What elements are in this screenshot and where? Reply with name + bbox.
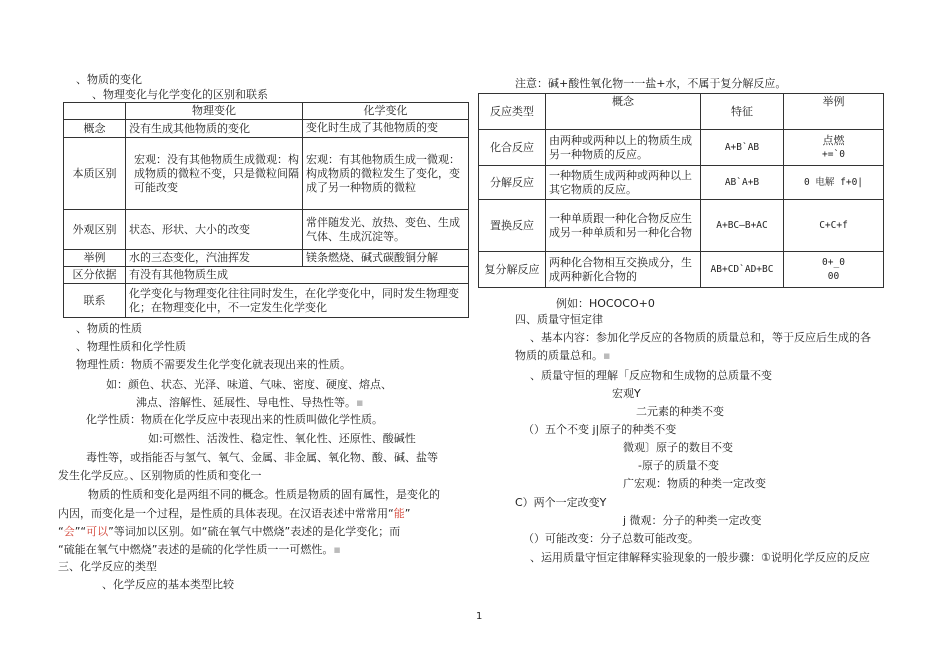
difference-paragraph-2: 内因，而变化是一个过程，是性质的具体表现。在汉语表述中常常用 xyxy=(58,507,388,520)
example-line: 例如：HOCOCO+0 xyxy=(556,297,655,310)
heading-reaction-types: 三、化学反应的类型 xyxy=(58,560,157,573)
heading-phys-chem-property: 、物理性质和化学性质 xyxy=(76,340,186,353)
feature-displacement: A+BC—B+AC xyxy=(701,200,784,252)
example-combination-1: 点燃 xyxy=(822,133,845,147)
maybe-change-line: （）可能改变：分子总数可能改变。 xyxy=(523,532,699,545)
example-double-decomposition-2: 00 xyxy=(827,270,840,282)
header-concept: 概念 xyxy=(546,94,701,130)
chemical-appearance: 常伴随发光、放热、变色、生成气体、生成沉淀等。 xyxy=(303,210,469,250)
basic-content-1: 、基本内容：参加化学反应的各物质的质量总和，等于反应后生成的各 xyxy=(530,331,871,344)
heading-basic-type-comparison: 、化学反应的基本类型比较 xyxy=(102,578,234,591)
col-header-chemical: 化学变化 xyxy=(303,103,469,120)
reaction-type-decomposition: 分解反应 xyxy=(479,166,546,200)
reaction-type-displacement: 置换反应 xyxy=(479,200,546,252)
difference-paragraph-3: ”等词加以区别。如“硫在氧气中燃烧”表述的是化学变化；而 xyxy=(108,525,401,538)
header-feature: 特征 xyxy=(701,94,784,130)
micro-molecule-change-line: j 微观：分子的种类一定改变 xyxy=(623,514,762,527)
marker-icon: ▪ xyxy=(603,349,611,362)
steps-line: 、运用质量守恒定律解释实验现象的一般步骤：①说明化学反应的反应 xyxy=(530,551,870,564)
note-not-double-decomposition: 注意：碱+酸性氧化物一一盐+水，不属于复分解反应。 xyxy=(515,77,787,90)
two-changes-line: C）两个一定改变Y xyxy=(515,496,607,509)
feature-combination: A+B`AB xyxy=(701,130,784,166)
reaction-type-table xyxy=(478,93,884,288)
heading-matter-change: 、物质的变化 xyxy=(76,73,142,86)
reaction-type-combination: 化合反应 xyxy=(479,130,546,166)
macro-y-line: 宏观Y xyxy=(612,387,641,400)
chemical-concept: 变化时生成了其他物质的变 xyxy=(303,120,469,138)
concept-double-decomposition: 两种化合物相互交换成分，生成两种新化合物的 xyxy=(546,252,701,288)
row-label-appearance: 外观区别 xyxy=(64,210,126,250)
physical-property-examples-1: 如：颜色、状态、光泽、味道、气味、密度、硬度、熔点、 xyxy=(106,378,392,391)
basic-content-2: 物质的质量总和。 xyxy=(515,349,603,362)
physical-property-definition: 物理性质：物质不需要发生化学变化就表现出来的性质。 xyxy=(76,358,351,371)
word-keyi: 可以 xyxy=(86,525,109,538)
word-neng: 能 xyxy=(393,507,405,520)
micro-atom-count-line: 微观〕原子的数目不变 xyxy=(623,441,733,454)
feature-double-decomposition: AB+CD`AD+BC xyxy=(701,252,784,288)
marker-icon: ▪ xyxy=(356,396,364,409)
row-label-relation: 联系 xyxy=(64,284,126,318)
heading-phys-chem-difference: 、物理变化与化学变化的区别和联系 xyxy=(92,88,268,101)
concept-decomposition: 一种物质生成两种或两种以上其它物质的反应。 xyxy=(546,166,701,200)
row-label-essence: 本质区别 xyxy=(64,138,126,210)
element-kind-line: 二元素的种类不变 xyxy=(636,405,724,418)
example-decomposition: 0 电解 f+0| xyxy=(784,166,884,200)
chemical-property-definition: 化学性质：物质在化学反应中表现出来的性质叫做化学性质。 xyxy=(86,413,383,426)
concept-displacement: 一种单质跟一种化合物反应生成另一种单质和另一种化合物 xyxy=(546,200,701,252)
header-reaction-type: 反应类型 xyxy=(479,94,546,130)
word-hui: 会 xyxy=(63,525,75,538)
header-example: 举例 xyxy=(784,94,884,130)
feature-decomposition: AB`A+B xyxy=(701,166,784,200)
page-number: 1 xyxy=(476,611,483,622)
chemical-property-examples-2: 毒性等，或指能否与氢气、氧气、金属、非金属、氧化物、酸、碱、盐等 xyxy=(86,451,438,464)
macro-kind-change-line: 广宏观：物质的种类一定改变 xyxy=(623,477,766,490)
heading-mass-conservation: 四、质量守恒定律 xyxy=(515,313,603,326)
reaction-type-double-decomposition: 复分解反应 xyxy=(479,252,546,288)
physical-concept: 没有生成其他物质的变化 xyxy=(126,120,303,138)
atom-mass-line: -原子的质量不变 xyxy=(638,459,719,472)
relation-content: 化学变化与物理变化往往同时发生，在化学变化中，同时发生物理变化；在物理变化中，不一定发生化学变化 xyxy=(126,284,469,318)
example-double-decomposition-1: 0+_0 xyxy=(822,256,845,268)
heading-property: 、物质的性质 xyxy=(76,322,142,335)
row-label-basis: 区分依据 xyxy=(64,267,126,284)
physical-property-examples-2: 沸点、溶解性、延展性、导电性、导热性等。 xyxy=(136,396,356,409)
chemical-property-examples-1: 如:可燃性、活泼性、稳定性、氧化性、还原性、酸碱性 xyxy=(148,432,416,445)
physical-appearance: 状态、形状、大小的改变 xyxy=(126,210,303,250)
row-label-example: 举例 xyxy=(64,250,126,267)
chemical-essence: 宏观：有其他物质生成一微观：构成物质的微粒发生了变化，变成了另一种物质的微粒 xyxy=(303,138,469,210)
col-header-physical: 物理变化 xyxy=(126,103,303,120)
difference-paragraph-1: 物质的性质和变化是两组不同的概念。性质是物质的固有属性，是变化的 xyxy=(88,488,440,501)
chemical-property-examples-3: 发生化学反应。、区别物质的性质和变化一 xyxy=(58,469,262,482)
five-invariants-line: （）五个不变 j|原子的种类不变 xyxy=(523,423,677,436)
basis-content: 有没有其他物质生成 xyxy=(126,267,469,284)
example-displacement: C+C+f xyxy=(784,200,884,252)
example-combination-2: +=`0 xyxy=(822,148,845,160)
marker-icon: ▪ xyxy=(333,543,341,556)
physical-essence: 宏观：没有其他物质生成微观：构成物质的微粒不变，只是微粒间隔可能改变 xyxy=(126,138,303,210)
physical-example: 水的三态变化，汽油挥发 xyxy=(126,250,303,267)
difference-paragraph-4: “硫能在氧气中燃烧”表述的是硫的化学性质一一可燃性。 xyxy=(58,543,334,556)
change-comparison-table xyxy=(63,102,469,318)
understanding-line: 、质量守恒的理解「反应物和生成物的总质量不变 xyxy=(530,369,772,382)
row-label-concept: 概念 xyxy=(64,120,126,138)
concept-combination: 由两种或两种以上的物质生成另一种物质的反应。 xyxy=(546,130,701,166)
chemical-example: 镁条燃烧、碱式碳酸铜分解 xyxy=(303,250,469,267)
